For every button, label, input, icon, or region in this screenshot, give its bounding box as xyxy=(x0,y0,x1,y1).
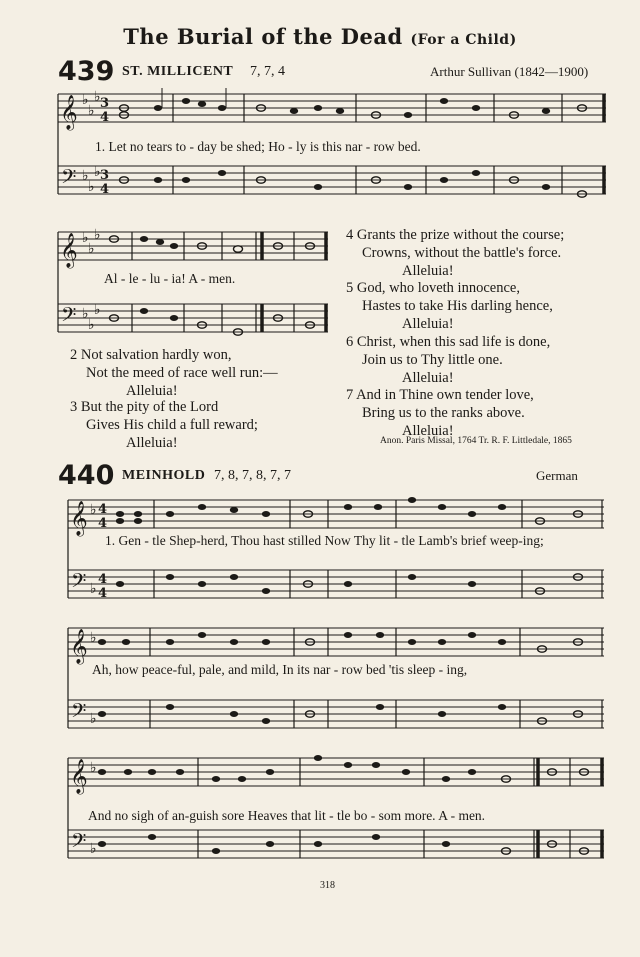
treble-staff xyxy=(68,628,604,656)
meter-440: 7, 8, 7, 8, 7, 7 xyxy=(214,468,291,483)
lyrics-440-line3: And no sigh of an-guish sore Heaves that lit - tle bo - som more. A - men. xyxy=(88,808,486,823)
svg-text:♭: ♭ xyxy=(94,164,101,180)
bass-staff xyxy=(68,830,604,858)
lyrics-440-line2: Ah, how peace-ful, pale, and mild, In its nar - row bed 'tis sleep - ing, xyxy=(92,662,468,677)
svg-text:♭: ♭ xyxy=(88,103,95,119)
treble-staff xyxy=(58,94,606,122)
lyrics-440-line1: 1. Gen - tle Shep-herd, Thou hast stilled Now Thy lit - tle Lamb's brief weep-ing; xyxy=(105,533,544,548)
page-number: 318 xyxy=(320,880,335,891)
treble-clef-icon: 𝄞 xyxy=(70,629,88,664)
verse-line: Crowns, without the battle's force. xyxy=(362,245,562,261)
hymn-number-440: 440 xyxy=(58,460,115,491)
svg-text:♭: ♭ xyxy=(88,241,95,257)
verse-line: 6 Christ, when this sad life is done, xyxy=(346,334,551,350)
svg-text:4: 4 xyxy=(98,502,108,517)
verse-line: Alleluia! xyxy=(126,435,178,451)
tune-name-439: ST. MILLICENT xyxy=(122,64,234,79)
svg-text:4: 4 xyxy=(98,586,108,601)
notes-440-2 xyxy=(98,632,583,724)
verse-2 xyxy=(70,346,278,400)
staff-system-439-2 xyxy=(56,222,332,352)
verse-line: Alleluia! xyxy=(402,263,454,279)
svg-text:♭: ♭ xyxy=(82,168,89,184)
bass-staff xyxy=(68,700,604,728)
treble-clef-icon: 𝄞 xyxy=(60,95,78,130)
treble-clef-icon: 𝄞 xyxy=(70,759,88,794)
bass-clef-icon: 𝄢 xyxy=(61,165,77,193)
page-title xyxy=(0,24,640,49)
verse-line: Alleluia! xyxy=(402,423,454,439)
svg-text:♭: ♭ xyxy=(94,227,101,243)
svg-text:♭: ♭ xyxy=(90,841,97,857)
svg-text:♭: ♭ xyxy=(82,230,89,246)
verse-line: 2 Not salvation hardly won, xyxy=(70,347,232,363)
bass-staff xyxy=(68,570,604,598)
svg-text:♭: ♭ xyxy=(90,502,97,518)
svg-text:♭: ♭ xyxy=(90,630,97,646)
notes-440-3 xyxy=(98,755,589,854)
svg-text:4: 4 xyxy=(100,110,110,125)
treble-clef-icon: 𝄞 xyxy=(70,501,88,536)
verse-line: 4 Grants the prize without the course; xyxy=(346,227,565,243)
verse-4 xyxy=(346,226,564,280)
svg-text:3: 3 xyxy=(100,168,110,183)
svg-text:♭: ♭ xyxy=(90,760,97,776)
verse-line: 5 God, who loveth innocence, xyxy=(346,280,520,296)
svg-text:♭: ♭ xyxy=(82,92,89,108)
verse-7 xyxy=(346,386,534,440)
bass-clef-icon: 𝄢 xyxy=(61,303,77,331)
bass-clef-icon: 𝄢 xyxy=(71,569,87,597)
verse-line: Join us to Thy little one. xyxy=(362,352,503,368)
attribution-439: Anon. Paris Missal, 1764 Tr. R. F. Littledale, 1865 xyxy=(380,436,572,446)
svg-text:4: 4 xyxy=(98,572,108,587)
verse-line: Hastes to take His darling hence, xyxy=(362,298,553,314)
hymn-number-439: 439 xyxy=(58,56,115,87)
verse-6 xyxy=(346,333,550,387)
lyrics-439-line2: Al - le - lu - ia! A - men. xyxy=(104,271,236,286)
svg-text:3: 3 xyxy=(100,96,110,111)
tune-name-440: MEINHOLD xyxy=(122,468,206,483)
meter-439: 7, 7, 4 xyxy=(250,64,285,79)
composer-439: Arthur Sullivan (1842—1900) xyxy=(430,64,589,79)
svg-text:♭: ♭ xyxy=(88,317,95,333)
svg-text:♭: ♭ xyxy=(88,179,95,195)
treble-clef-icon: 𝄞 xyxy=(60,233,78,268)
verse-3 xyxy=(70,398,258,452)
title-subtitle: (For a Child) xyxy=(410,32,517,48)
verse-line: Alleluia! xyxy=(402,370,454,386)
svg-text:♭: ♭ xyxy=(90,711,97,727)
staff-system-440-2 xyxy=(66,618,608,748)
svg-text:4: 4 xyxy=(100,182,110,197)
bass-clef-icon: 𝄢 xyxy=(71,829,87,857)
composer-440: German xyxy=(536,468,578,483)
verse-line: 7 And in Thine own tender love, xyxy=(346,387,534,403)
verse-line: Gives His child a full reward; xyxy=(86,417,258,433)
staff-system-440-1 xyxy=(66,490,608,620)
verse-5 xyxy=(346,279,553,333)
verse-line: Alleluia! xyxy=(402,316,454,332)
bass-staff xyxy=(58,166,606,194)
bass-clef-icon: 𝄢 xyxy=(71,699,87,727)
verse-line: 3 But the pity of the Lord xyxy=(70,399,219,415)
svg-text:4: 4 xyxy=(98,516,108,531)
verse-line: Alleluia! xyxy=(126,383,178,399)
lyrics-439-line1: 1. Let no tears to - day be shed; Ho - ly is this nar - row bed. xyxy=(95,139,421,154)
svg-text:♭: ♭ xyxy=(94,89,101,105)
title-main: The Burial of the Dead xyxy=(123,24,403,49)
verse-line: Bring us to the ranks above. xyxy=(362,405,525,421)
treble-staff xyxy=(68,500,604,528)
svg-text:♭: ♭ xyxy=(90,581,97,597)
verse-line: Not the meed of race well run:— xyxy=(86,365,278,381)
svg-text:♭: ♭ xyxy=(94,302,101,318)
svg-text:♭: ♭ xyxy=(82,306,89,322)
